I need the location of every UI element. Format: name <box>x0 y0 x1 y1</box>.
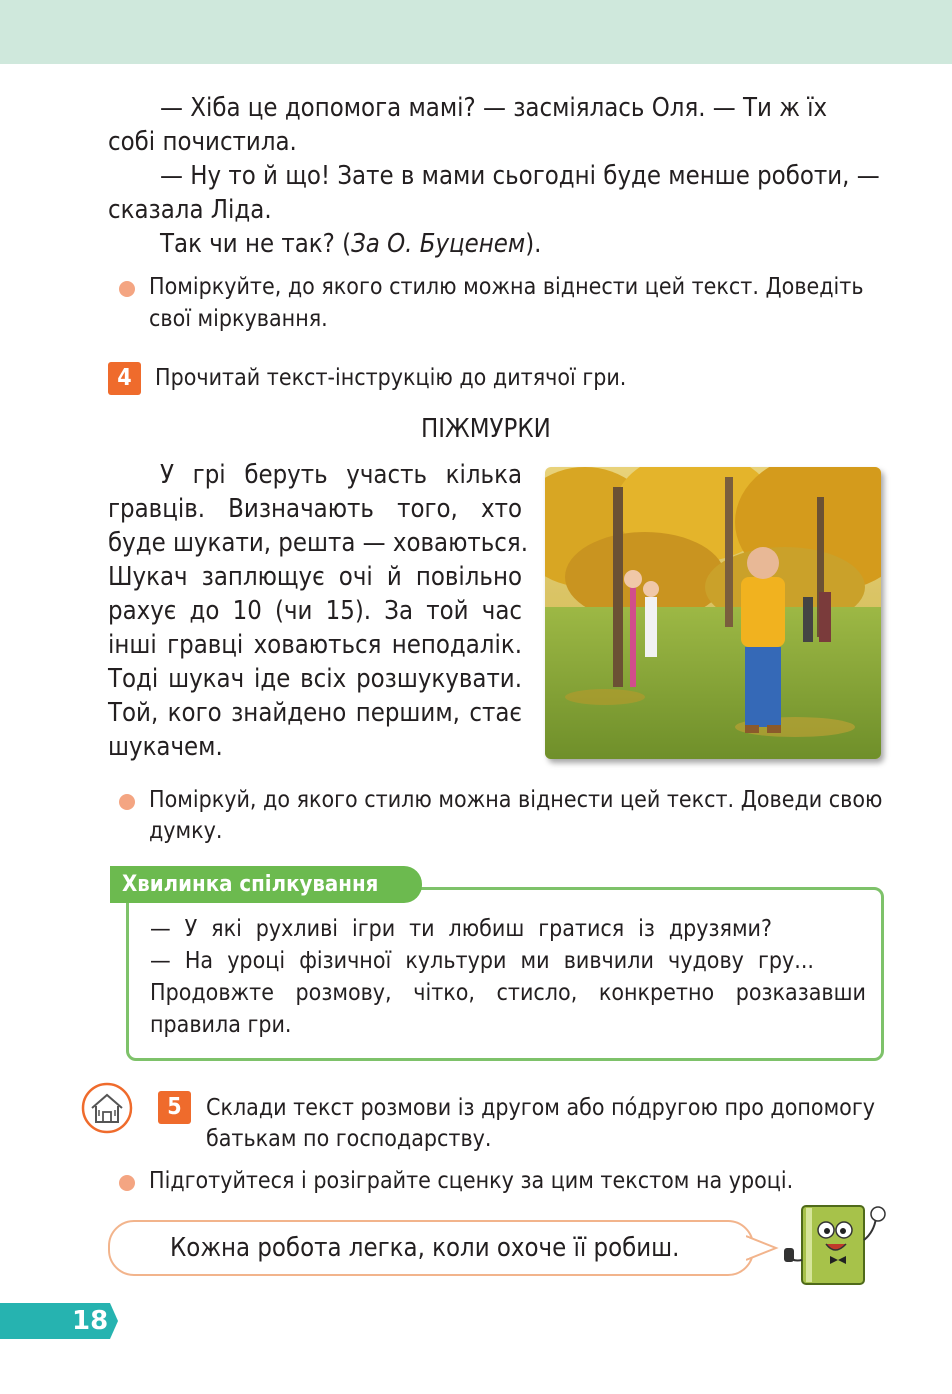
talk-line: — На уроці фізичної культури ми вивчили чудову гру... <box>150 948 814 974</box>
story-line: гравців. Визначають того, хто <box>108 494 522 524</box>
story-line: Той, кого знайдено першим, стає <box>108 698 522 728</box>
story-line: Тоді шукач іде всіх розшукувати. <box>108 664 522 694</box>
task-5-number: 5 <box>158 1091 191 1124</box>
bullet-3-text: Підготуйтеся і розіграйте сценку за цим текстом на уроці. <box>149 1168 794 1194</box>
story-line: інші гравці ховаються неподалік. <box>108 630 522 660</box>
author-attribution: За О. Буценем <box>351 229 526 259</box>
closing-punct: ). <box>525 229 542 259</box>
story-title: ПІЖМУРКИ <box>421 414 551 444</box>
bullet-2-line-2: думку. <box>149 818 223 844</box>
dialogue-line-3 <box>160 227 541 261</box>
book-mascot-icon <box>782 1200 892 1290</box>
story-line: рахує до 10 (чи 15). За той час <box>108 596 522 626</box>
story-line: шукачем. <box>108 732 223 762</box>
bullet-dot <box>119 1175 135 1191</box>
top-color-band <box>0 0 952 64</box>
bullet-dot <box>119 281 135 297</box>
story-line: буде шукати, решта — ховаються. <box>108 528 528 558</box>
communication-header: Хвилинка спілкування <box>110 866 422 903</box>
dialogue-line-1-cont: собі почистила. <box>108 127 297 157</box>
dialogue-line-1: — Хіба це допомога мамі? — засміялась Оля. — Ти ж їх <box>160 93 828 123</box>
page-number: 18 <box>72 1306 109 1336</box>
proverb-text: Кожна робота легка, коли охоче її робиш. <box>170 1233 680 1263</box>
bullet-dot <box>119 794 135 810</box>
talk-line: Продовжте розмову, чітко, стисло, конкретно розказавши <box>150 980 866 1006</box>
children-playing-photo <box>545 467 881 759</box>
page-number-tab <box>0 1303 118 1339</box>
task-4-text: Прочитай текст-інструкцію до дитячої гри. <box>155 365 627 391</box>
bullet-1-line-2: свої міркування. <box>149 306 328 332</box>
story-line: Шукач заплющує очі й повільно <box>108 562 522 592</box>
bullet-1-line-1: Поміркуйте, до якого стилю можна віднести цей текст. Доведіть <box>149 274 864 300</box>
talk-line: — У які рухливі ігри ти любиш гратися із друзями? <box>150 916 772 942</box>
dialogue-line-2-cont: сказала Ліда. <box>108 195 272 225</box>
bullet-2-line-1: Поміркуй, до якого стилю можна віднести цей текст. Доведи свою <box>149 787 883 813</box>
dialogue-line-2: — Ну то й що! Зате в мами сьогодні буде менше роботи, — <box>160 161 880 191</box>
talk-line: правила гри. <box>150 1012 292 1038</box>
home-icon <box>81 1082 133 1134</box>
story-line: У грі беруть участь кілька <box>160 460 522 490</box>
bubble-tail <box>746 1234 780 1262</box>
task-5-line-1: Склади текст розмови із другом або по́другою про допомогу <box>206 1095 875 1121</box>
task-5-line-2: батькам по господарству. <box>206 1126 492 1152</box>
task-4-number: 4 <box>108 362 141 395</box>
question-text: Так чи не так? ( <box>160 229 352 259</box>
